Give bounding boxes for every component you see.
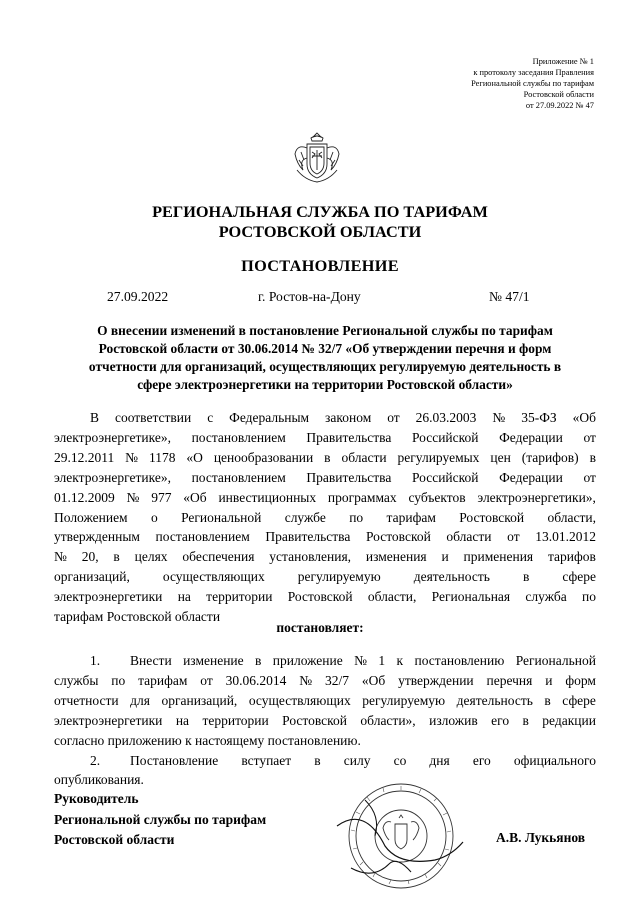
word: области (446, 529, 492, 545)
word: регулируемую (362, 692, 446, 708)
word: в (589, 449, 596, 465)
document-subject (60, 322, 590, 394)
word: службе (284, 509, 326, 525)
word: законом (325, 410, 372, 425)
word: 1 (378, 653, 386, 668)
word: 29.12.2011 (54, 449, 115, 465)
word: установления, (269, 549, 352, 565)
organization-title-line: РЕГИОНАЛЬНАЯ СЛУЖБА ПО ТАРИФАМ (152, 202, 488, 221)
preamble-line (54, 488, 596, 508)
word: официального (513, 752, 596, 768)
word: редакции (542, 712, 596, 728)
subject-line: сфере электроэнергетики на территории Ростовской области» (137, 377, 513, 392)
document-date: 27.09.2022 (107, 289, 169, 304)
appendix-line: Приложение № 1 (532, 57, 594, 66)
word: Федерации (499, 469, 563, 485)
signatory-name: А.В. Лукьянов (496, 830, 586, 845)
signatory-title-line: Региональной службы по тарифам (54, 811, 267, 827)
word: Внести (130, 653, 172, 668)
word: по (111, 672, 126, 688)
word: дня (429, 752, 450, 768)
word: № (125, 449, 139, 465)
word: цен (490, 449, 511, 465)
item-1-first-line (54, 651, 596, 671)
word: 20, (81, 549, 99, 565)
word: субъектов (408, 489, 466, 505)
word: отчетности (54, 692, 119, 708)
official-seal-icon (325, 776, 473, 894)
word: изменение (183, 653, 244, 668)
word: осуществляющих (162, 569, 265, 585)
item-1-line (54, 691, 596, 711)
item-2-number: 2. (90, 752, 101, 768)
word: области», (360, 712, 416, 728)
signatory-title-line: Руководитель (54, 791, 139, 806)
word: территории (206, 589, 273, 605)
word: вступает (241, 752, 292, 768)
word: от (583, 469, 596, 485)
document-number: № 47/1 (489, 289, 530, 304)
preamble-line (54, 587, 596, 607)
word: в (324, 449, 331, 465)
word: осуществляющих (248, 692, 351, 708)
word: силу (343, 752, 371, 768)
word: электроэнергетики (54, 589, 163, 605)
word: области (341, 449, 387, 465)
preamble-line (54, 508, 596, 528)
item-1-line (54, 731, 596, 751)
word: Региональной (181, 509, 262, 525)
word: «Об (572, 410, 596, 425)
word: области, (367, 589, 417, 605)
subject-line: отчетности для организаций, осуществляющих регулируемую деятельность в (88, 359, 562, 374)
word: 977 (151, 489, 172, 505)
appendix-line: к протоколу заседания Правления (473, 68, 594, 77)
word: тарифам Ростовской области (54, 609, 221, 625)
resolution-items (54, 651, 596, 790)
word: № (54, 549, 67, 565)
word: регулируемых (397, 449, 480, 465)
preamble-line (54, 547, 596, 567)
word: Постановление (130, 752, 219, 768)
word: тарифов (547, 549, 596, 565)
word: Региональной (515, 653, 596, 668)
word: для (130, 692, 150, 708)
word: утвержденным (54, 529, 140, 545)
word: Российской (411, 469, 479, 485)
word: применения (463, 549, 534, 565)
word: Федеральным (229, 410, 310, 425)
word: «Об (183, 489, 207, 505)
word: инвестиционных (218, 489, 317, 505)
word: электроэнергетики», (477, 489, 596, 505)
word: 13.01.2012 (535, 529, 596, 545)
item-2-first-line (54, 751, 596, 771)
preamble-line (54, 468, 596, 488)
word: о (150, 509, 158, 525)
word: по (581, 589, 596, 605)
word: его (491, 712, 510, 728)
word: Ростовской (459, 509, 525, 525)
word: № (126, 489, 140, 505)
word: Положением (54, 509, 128, 525)
word: на (175, 712, 190, 728)
appendix-note (374, 56, 594, 111)
word: электроэнергетики (54, 712, 163, 728)
word: тарифам (386, 509, 436, 525)
subject-line: О внесении изменений в постановление Региональной службы по тарифам (97, 323, 553, 338)
word: организаций, (161, 692, 238, 708)
word: Ростовской (287, 589, 353, 605)
word: постановлением (191, 469, 286, 485)
preamble-line (54, 428, 596, 448)
word: деятельность (413, 569, 490, 585)
word: № (299, 672, 313, 688)
word: тарифам (138, 672, 188, 688)
word: и (545, 672, 553, 688)
word: службы (54, 672, 99, 688)
preamble-line (54, 408, 596, 428)
word: ценообразовании (213, 449, 314, 465)
preamble-line (54, 527, 596, 547)
word: Российской (411, 429, 479, 445)
document-city: г. Ростов-на-Дону (258, 289, 361, 304)
preamble-line (54, 448, 596, 468)
signatory-title-line: Ростовской области (54, 832, 175, 847)
word: программах (327, 489, 397, 505)
word: (тарифов) (521, 449, 579, 465)
word: 35-ФЗ (521, 410, 557, 425)
organization-title (60, 202, 580, 242)
word: в (113, 549, 120, 565)
word: постановлением (191, 429, 286, 445)
word: служба (525, 589, 567, 605)
word: опубликования. (54, 772, 144, 788)
word: обеспечения (182, 549, 255, 565)
word: 32/7 (324, 672, 349, 688)
word: в (522, 712, 529, 728)
appendix-line: Региональной службы по тарифам (471, 79, 594, 88)
word: регулируемую (297, 569, 381, 585)
word: 01.12.2009 (54, 489, 115, 505)
word: утверждении (398, 672, 474, 688)
word: электроэнергетике», (54, 469, 171, 485)
word: электроэнергетике», (54, 429, 171, 445)
word: Региональная (431, 589, 511, 605)
word: по (349, 509, 364, 525)
document-type: ПОСТАНОВЛЕНИЕ (241, 256, 399, 275)
word: 1178 (148, 449, 176, 465)
item-1-line (54, 711, 596, 731)
word: деятельность (456, 692, 533, 708)
word: изменения (365, 549, 427, 565)
organization-title-line: РОСТОВСКОЙ ОБЛАСТИ (218, 222, 422, 241)
word: Ростовской (282, 712, 348, 728)
word: с (207, 410, 214, 425)
signatory-title (54, 789, 266, 851)
word: форм (565, 672, 596, 688)
word: перечня (486, 672, 533, 688)
word: организаций, (54, 569, 130, 585)
word: от (200, 672, 213, 688)
word: Правительства (306, 469, 392, 485)
word: согласно приложению к настоящему постановлению. (54, 732, 361, 748)
word: № (354, 653, 368, 668)
word: области, (547, 509, 596, 525)
word: в (522, 569, 530, 585)
word: изложив (429, 712, 478, 728)
word: Правительства (306, 429, 392, 445)
word: постановлению (414, 653, 505, 668)
word: от (583, 429, 596, 445)
word: приложение (272, 653, 343, 668)
resolves-heading: постановляет: (276, 620, 364, 635)
word: к (396, 653, 404, 668)
word: от (387, 410, 400, 425)
word: постановлением (155, 529, 250, 545)
word: в (255, 653, 262, 668)
preamble-paragraph (54, 408, 596, 627)
word: в (544, 692, 551, 708)
appendix-line: Ростовской области (523, 90, 594, 99)
word: его (472, 752, 491, 768)
word: 26.03.2003 (415, 410, 477, 425)
word: «Об (361, 672, 386, 688)
word: территории (202, 712, 269, 728)
word: «О (186, 449, 203, 465)
word: сфере (562, 569, 596, 585)
word: Правительства (265, 529, 351, 545)
item-1-line (54, 671, 596, 691)
word: В (90, 410, 100, 425)
word: Федерации (499, 429, 563, 445)
word: и (441, 549, 449, 565)
word: Ростовской (365, 529, 431, 545)
word: со (393, 752, 407, 768)
appendix-line: от 27.09.2022 № 47 (525, 101, 594, 110)
word: на (177, 589, 191, 605)
word: в (314, 752, 321, 768)
word: от (507, 529, 520, 545)
word: соответствии (114, 410, 192, 425)
coat-of-arms-icon (291, 130, 343, 186)
item-1-number: 1. (90, 653, 101, 668)
word: целях (134, 549, 168, 565)
subject-line: Ростовской области от 30.06.2014 № 32/7 «Об утверждении перечня и форм (98, 341, 552, 356)
word: 30.06.2014 (225, 672, 287, 688)
word: сфере (562, 692, 596, 708)
word: № (492, 410, 506, 425)
preamble-line (54, 567, 596, 587)
